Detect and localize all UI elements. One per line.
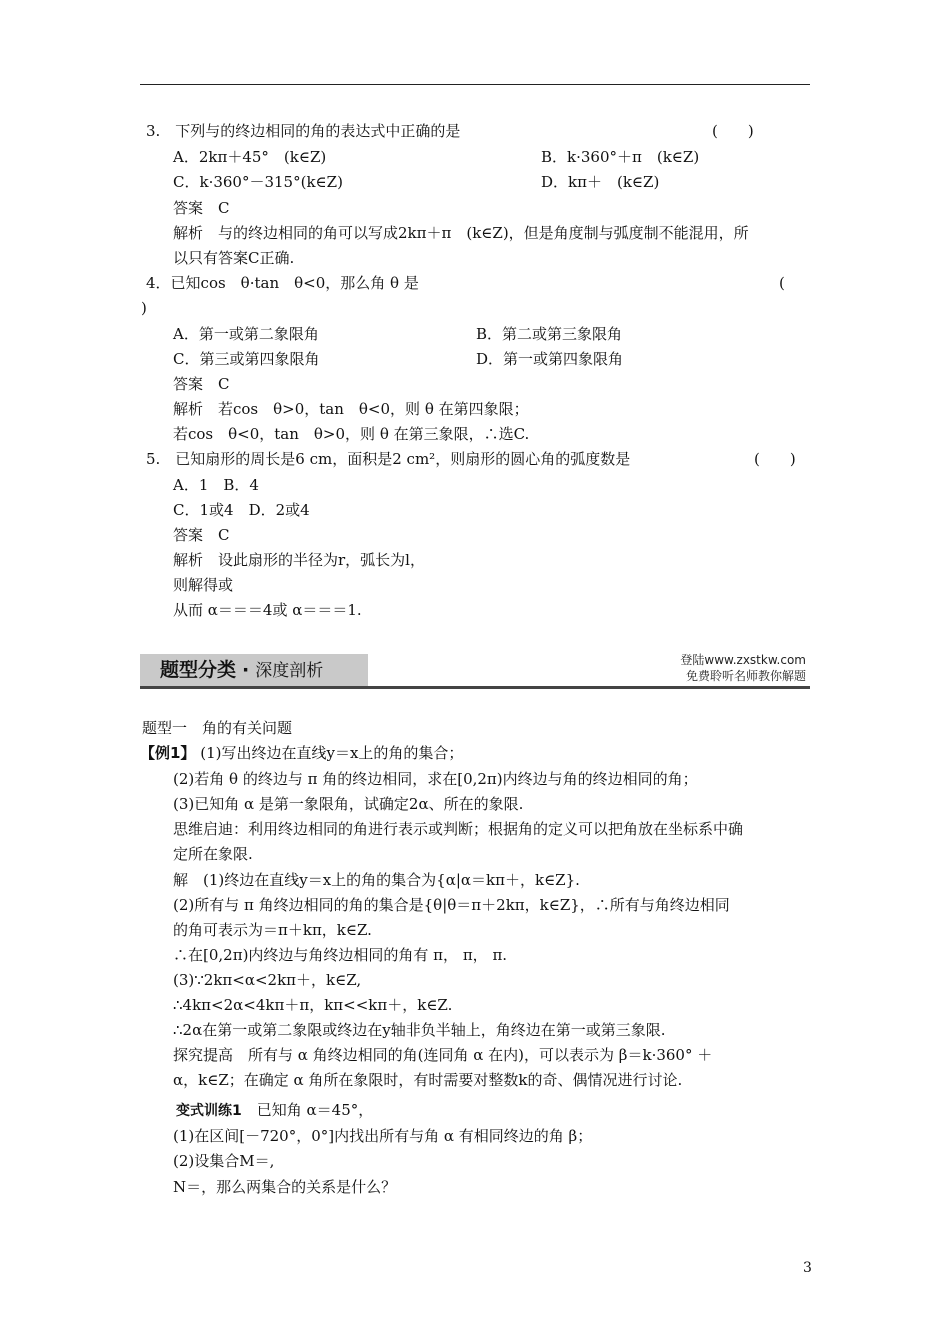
type1-heading: 题型一 角的有关问题 (142, 719, 293, 737)
solution-line5: (3)∵2kπ<α<2kπ＋，k∈Z, (173, 971, 362, 989)
variant1-tag: 变式训练1 (176, 1103, 242, 1119)
variant1-part3: N＝，那么两集合的关系是什么？ (173, 1178, 397, 1196)
solution-line7: ∴2α在第一或第二象限或终边在y轴非负半轴上，角终边在第一或第三象限. (173, 1021, 666, 1039)
explore-line2: α，k∈Z；在确定 α 角所在象限时，有时需要对整数k的奇、偶情况进行讨论. (173, 1071, 683, 1089)
site-promo-line1: 登陆www.zxstkw.com (680, 653, 806, 667)
section-title-dot: · (242, 659, 250, 681)
q3-answer: 答案 C (173, 199, 230, 217)
q5-analysis-line3: 从而 α＝＝＝4或 α＝＝＝1. (173, 601, 362, 619)
think-line2: 定所在象限. (173, 845, 253, 863)
q4-option-b: B．第二或第三象限角 (476, 325, 623, 343)
explore-line1: 探究提高 所有与 α 角终边相同的角(连同角 α 在内)，可以表示为 β＝k·360° ＋ (173, 1046, 713, 1064)
example1-part3: (3)已知角 α 是第一象限角，试确定2α、所在的象限. (173, 795, 524, 813)
q5-analysis-line2: 则解得或 (173, 576, 234, 594)
example1-part2: (2)若角 θ 的终边与 π 角的终边相同，求在[0,2π)内终边与角的终边相同的角； (173, 770, 698, 788)
site-promo-line2: 免费聆听名师教你解题 (685, 669, 806, 683)
q4-option-a: A．第一或第二象限角 (173, 325, 319, 343)
q3-option-c: C．k·360°－315°(k∈Z) (173, 173, 343, 191)
section-title-main: 题型分类 (160, 659, 237, 681)
think-line1: 思维启迪：利用终边相同的角进行表示或判断；根据角的定义可以把角放在坐标系中确 (173, 820, 744, 838)
q5-analysis-line1: 解析 设此扇形的半径为r，弧长为l， (173, 551, 425, 569)
variant1-part2: (2)设集合M＝, (173, 1152, 275, 1170)
q3-stem: 3. 下列与的终边相同的角的表达式中正确的是 (146, 122, 461, 140)
q5-stem: 5. 已知扇形的周长是6 cm，面积是2 cm²，则扇形的圆心角的弧度数是 (146, 450, 631, 468)
q4-option-d: D．第一或第四象限角 (476, 350, 624, 368)
site-promo (680, 652, 806, 684)
q3-analysis-line1: 解析 与的终边相同的角可以写成2kπ＋π (k∈Z)，但是角度制与弧度制不能混用，所 (173, 224, 749, 242)
section-banner (140, 650, 810, 690)
variant1-line (176, 1098, 373, 1124)
q3-option-a: A．2kπ＋45° (k∈Z) (173, 148, 327, 166)
q5-answer-bracket: ( ) (754, 450, 796, 468)
q4-bracket-close: ) (141, 299, 147, 317)
q4-analysis-line2: 若cos θ<0，tan θ>0，则 θ 在第三象限，∴选C. (173, 425, 530, 443)
example1-part1: (1)写出终边在直线y＝x上的角的集合； (200, 744, 464, 762)
example1-tag: 【例1】 (140, 744, 196, 762)
q5-options-cd: C．1或4 D．2或4 (173, 501, 310, 519)
solution-line2: (2)所有与 π 角终边相同的角的集合是{θ|θ＝π＋2kπ，k∈Z}，∴所有与角终边相同 (173, 896, 730, 914)
q3-answer-bracket: ( ) (712, 122, 754, 140)
q3-option-b: B．k·360°＋π (k∈Z) (541, 148, 700, 166)
q4-stem: 4．已知cos θ·tan θ<0，那么角 θ 是 (146, 274, 419, 292)
variant1-text: 已知角 α＝45°， (256, 1101, 374, 1119)
q4-option-c: C．第三或第四象限角 (173, 350, 320, 368)
solution-line3: 的角可表示为＝π＋kπ，k∈Z. (173, 921, 372, 939)
variant1-part1: (1)在区间[－720°，0°]内找出所有与角 α 有相同终边的角 β； (173, 1127, 593, 1145)
q5-answer: 答案 C (173, 526, 230, 544)
solution-line6: ∴4kπ<2α<4kπ＋π，kπ<<kπ＋，k∈Z. (173, 996, 453, 1014)
header-rule (140, 84, 810, 85)
q3-analysis-line2: 以只有答案C正确. (173, 249, 295, 267)
q4-bracket-open: ( (779, 274, 785, 292)
section-title (160, 656, 323, 685)
example1-line1 (140, 741, 463, 766)
solution-line4: ∴在[0,2π)内终边与角终边相同的角有 π， π， π. (173, 946, 508, 964)
q4-answer: 答案 C (173, 375, 230, 393)
section-rule (140, 686, 810, 689)
page-number: 3 (803, 1260, 812, 1276)
q3-option-d: D．kπ＋ (k∈Z) (541, 173, 660, 191)
solution-line1: 解 (1)终边在直线y＝x上的角的集合为{α|α＝kπ＋，k∈Z}. (173, 871, 580, 889)
q5-options-ab: A．1 B．4 (173, 476, 259, 494)
q4-analysis-line1: 解析 若cos θ>0，tan θ<0，则 θ 在第四象限； (173, 400, 529, 418)
section-subtitle: 深度剖析 (255, 661, 324, 681)
